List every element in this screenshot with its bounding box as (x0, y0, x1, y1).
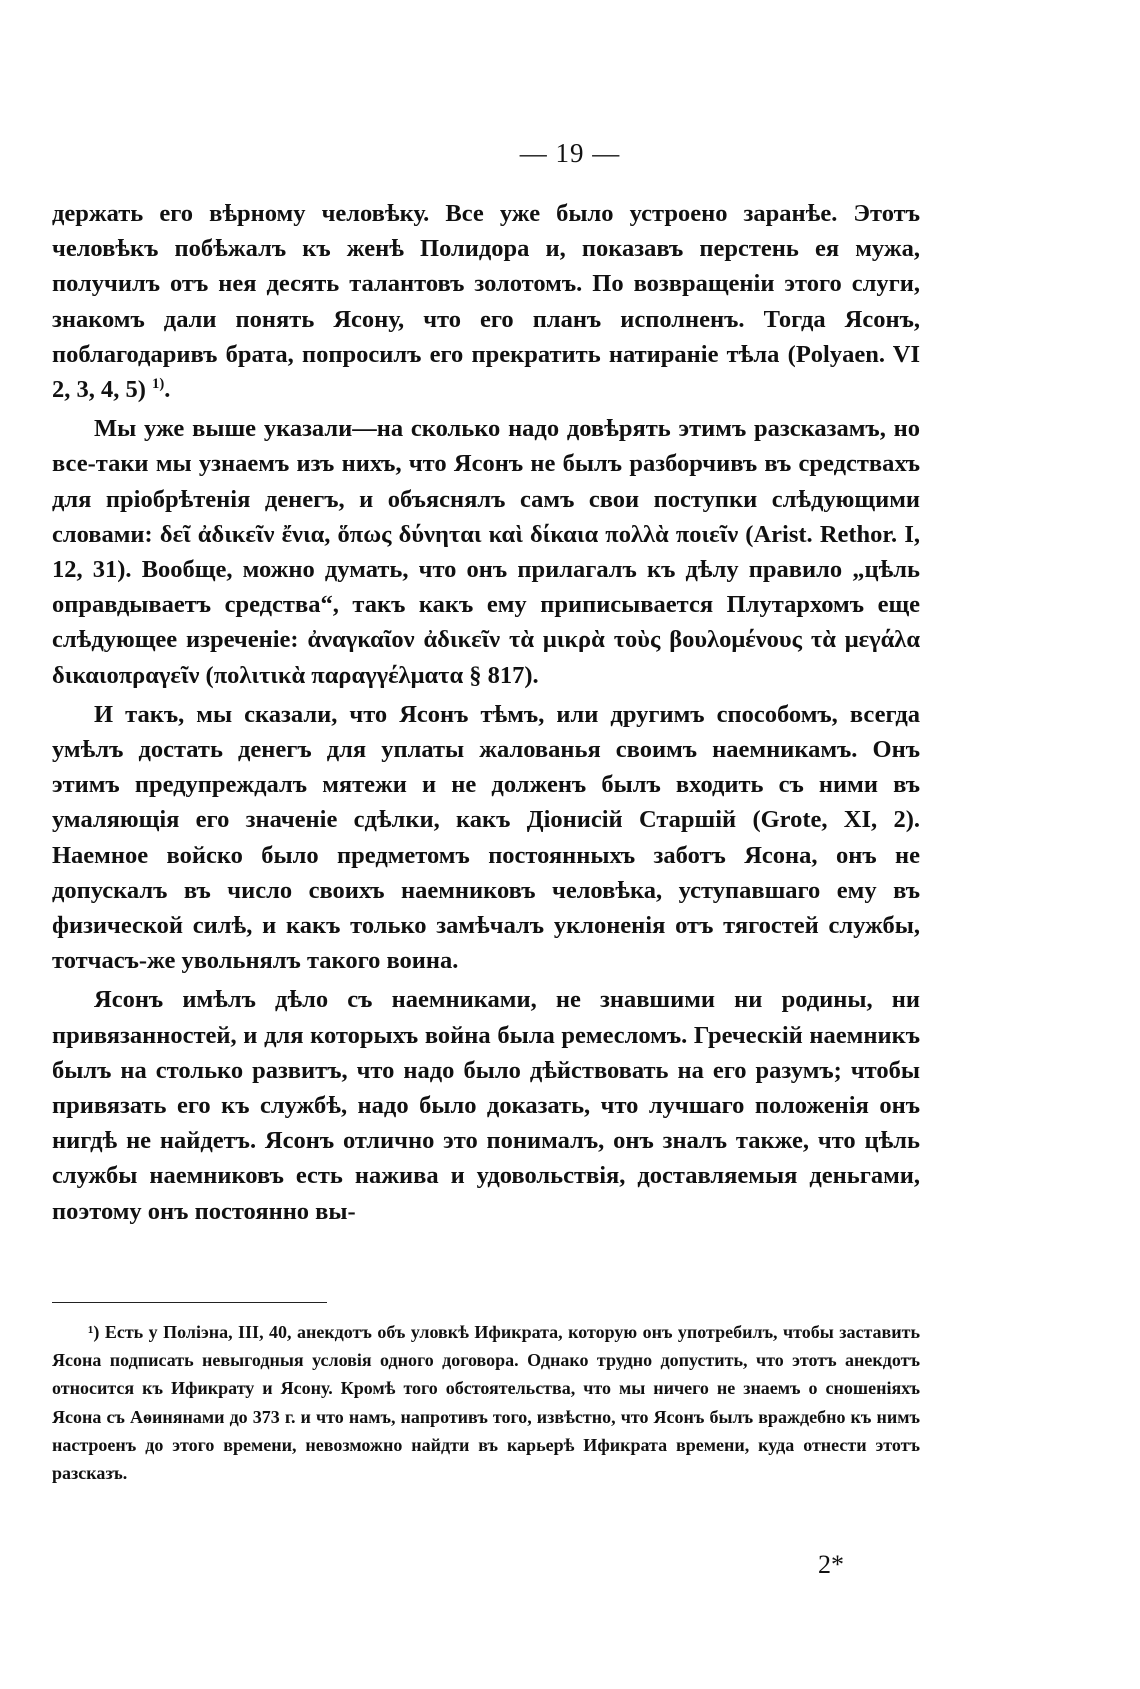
paragraph-1-tail: . (164, 376, 171, 404)
footnote-reference[interactable]: 1) (152, 375, 165, 392)
paragraph-3: И такъ, мы сказали, что Ясонъ тѣмъ, или другимъ способомъ, всегда умѣлъ достать денегъ для уплаты жалованья своимъ наемникамъ. Онъ этимъ предупреждалъ мятежи и не долженъ былъ входить съ ними въ умаляющія его значеніе сдѣлки, какъ Діонисій Старшій (Grote, XI, 2). Наемное войско было предметомъ постоянныхъ заботъ Ясона, онъ не допускалъ въ число своихъ наемниковъ человѣка, уступавшаго ему въ физической силѣ, и какъ только замѣчалъ уклоненія отъ тягостей службы, тотчасъ-же увольнялъ такого воина. (52, 700, 920, 975)
paragraph-4: Ясонъ имѣлъ дѣло съ наемниками, не знавшими ни родины, ни привязанностей, и для которыхъ война была ремесломъ. Греческій наемникъ былъ на столько развитъ, что надо было дѣйствовать на его разумъ; чтобы привязать его къ службѣ, надо было доказать, что лучшаго положенія онъ нигдѣ не найдетъ. Ясонъ отлично это понималъ, онъ зналъ также, что цѣль службы наемниковъ есть нажива и удовольствія, доставляемыя деньгами, поэтому онъ постоянно вы- (52, 986, 920, 1225)
footnote-1 (52, 1318, 920, 1487)
footnote-text: Есть у Поліэна, III, 40, анекдотъ объ уловкѣ Ификрата, которую онъ употребилъ, чтобы заставить Ясона подписать невыгодныя условія одного договора. Однако трудно допустить, что этотъ анекдотъ относится къ Ификрату и Ясону. Кромѣ того обстоятельства, что мы ничего не знаемъ о сношеніяхъ Ясона съ Аѳинянами до 373 г. и что намъ, напротивъ того, извѣстно, что Ясонъ былъ враждебно къ нимъ настроенъ до этого времени, невозможно найдти въ карьерѣ Ификрата времени, куда отнести этотъ разсказъ. (52, 1322, 920, 1484)
paragraph-1 (52, 196, 920, 407)
paragraph-2: Мы уже выше указали—на сколько надо довѣрять этимъ разсказамъ, но все-таки мы узнаемъ изъ нихъ, что Ясонъ не былъ разборчивъ въ средствахъ для пріобрѣтенія денегъ, и объяснялъ самъ свои поступки слѣдующими словами: δεῖ ἀδικεῖν ἔνια, ὅπως δύνηται καὶ δίκαια πολλὰ ποιεῖν (Arist. Rethor. I, 12, 31). Вообще, можно думать, что онъ прилагалъ къ дѣлу правило „цѣль оправдываетъ средства“, такъ какъ ему приписывается Плутархомъ еще слѣдующее изреченіе: ἀναγκαῖον ἀδικεῖν τὰ μικρὰ τοὺς βουλομένους τὰ μεγάλα δικαιοπραγεῖν (πολιτικὰ παραγγέλματα § 817). (52, 415, 920, 689)
main-text (52, 196, 920, 1233)
footnote-divider (52, 1302, 327, 1303)
paragraph-1-text: держать его вѣрному человѣку. Все уже было устроено заранѣе. Этотъ человѣкъ побѣжалъ къ женѣ Полидора и, показавъ перстень ея мужа, получилъ отъ нея десять талантовъ золотомъ. По возвращеніи этого слуги, знакомъ дали понять Ясону, что его планъ исполненъ. Тогда Ясонъ, поблагодаривъ брата, попросилъ его прекратить натираніе тѣла (Polyaen. VI 2, 3, 4, 5) (52, 200, 920, 404)
signature-mark: 2* (818, 1550, 844, 1579)
footnotes (52, 1318, 920, 1487)
footnote-mark: ¹) (88, 1322, 100, 1342)
page-number: — 19 — (519, 138, 621, 168)
